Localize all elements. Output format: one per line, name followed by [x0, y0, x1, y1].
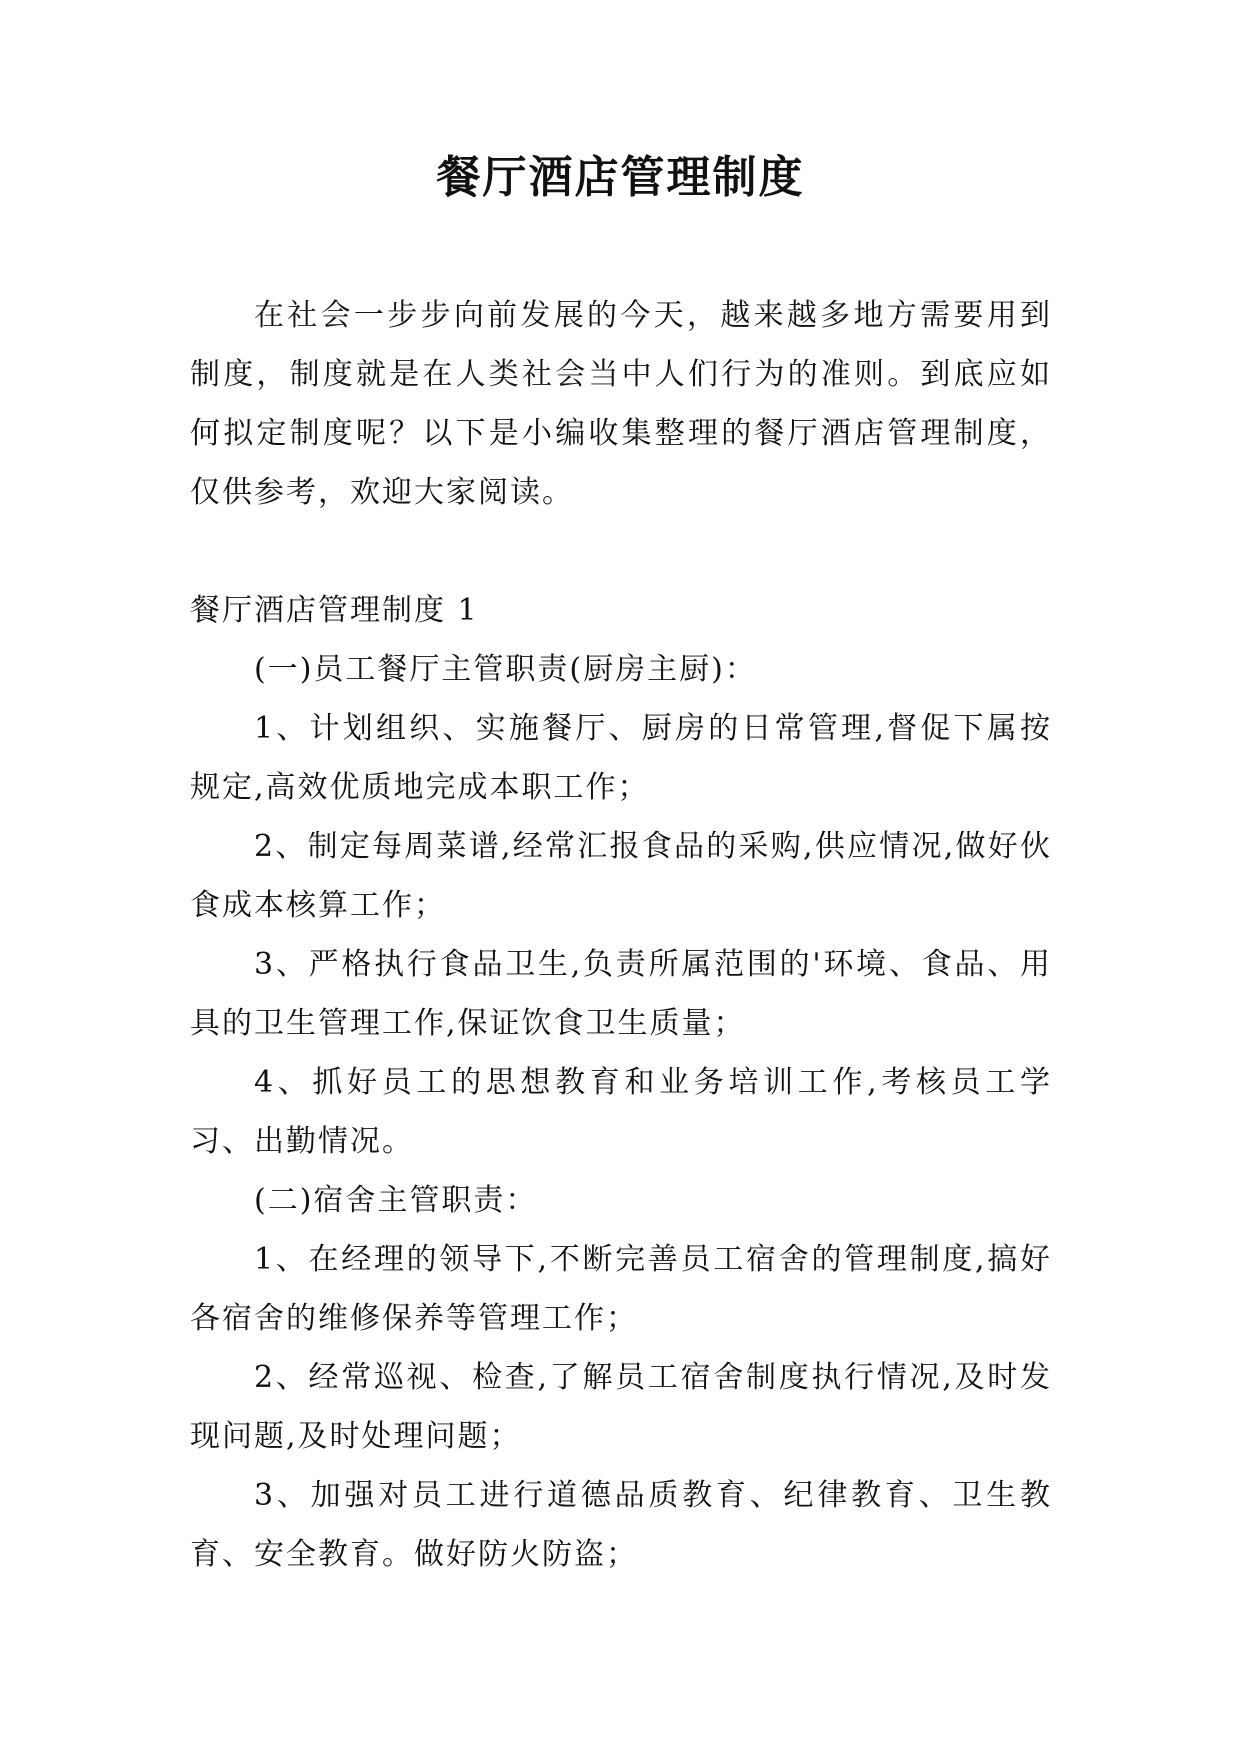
document-title: 餐厅酒店管理制度	[436, 152, 805, 203]
document-body	[190, 286, 1052, 1584]
paragraph: 1、计划组织、实施餐厅、厨房的日常管理,督促下属按规定,高效优质地完成本职工作；	[190, 711, 1052, 805]
paragraph: 3、严格执行食品卫生,负责所属范围的'环境、食品、用具的卫生管理工作,保证饮食卫生质量；	[190, 947, 1052, 1041]
paragraph: (二)宿舍主管职责：	[254, 1183, 538, 1218]
paragraph: (一)员工餐厅主管职责(厨房主厨)：	[254, 652, 757, 687]
intro-paragraph: 在社会一步步向前发展的今天，越来越多地方需要用到制度，制度就是在人类社会当中人们行为的准则。到底应如何拟定制度呢？以下是小编收集整理的餐厅酒店管理制度，仅供参考，欢迎大家阅读。	[190, 298, 1052, 510]
paragraph: 2、经常巡视、检查,了解员工宿舍制度执行情况,及时发现问题,及时处理问题；	[190, 1360, 1052, 1454]
paragraph: 4、抓好员工的思想教育和业务培训工作,考核员工学习、出勤情况。	[190, 1065, 1052, 1159]
section-title: 餐厅酒店管理制度 1	[190, 593, 479, 628]
paragraph: 3、加强对员工进行道德品质教育、纪律教育、卫生教育、安全教育。做好防火防盗；	[190, 1478, 1052, 1572]
paragraph: 2、制定每周菜谱,经常汇报食品的采购,供应情况,做好伙食成本核算工作；	[190, 829, 1052, 923]
paragraph: 1、在经理的领导下,不断完善员工宿舍的管理制度,搞好各宿舍的维修保养等管理工作；	[190, 1242, 1052, 1336]
